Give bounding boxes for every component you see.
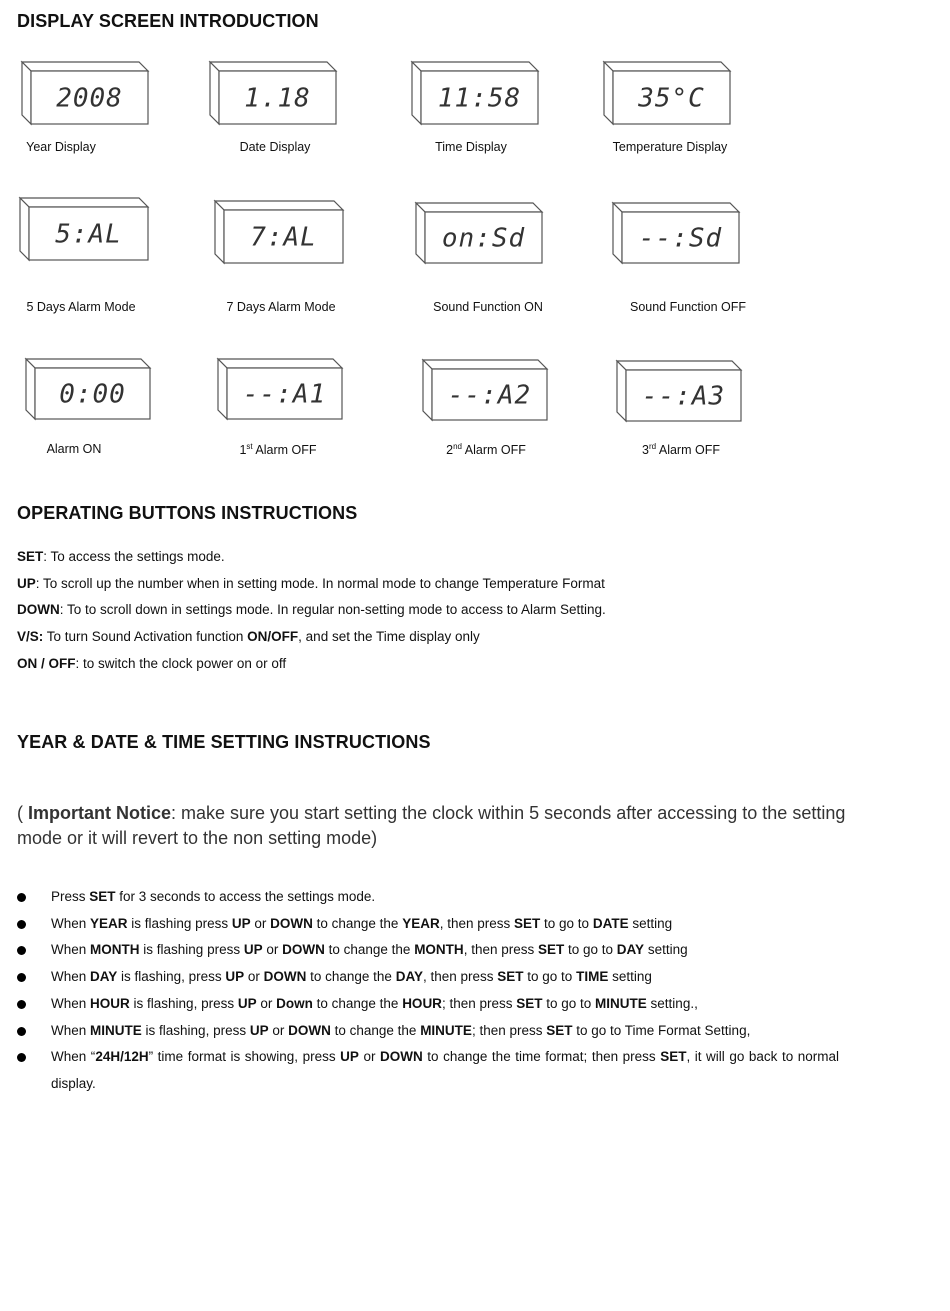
lcd-screen-text: --:A2 — [447, 380, 532, 411]
display-illustration — [208, 58, 378, 126]
button-instruction-onoff: ON / OFF: to switch the clock power on or off — [17, 656, 287, 671]
display-illustration — [611, 199, 781, 265]
display-caption: 5 Days Alarm Mode — [26, 300, 136, 314]
display-illustration — [421, 356, 591, 422]
bullet-icon — [17, 1000, 26, 1009]
buttons-section-heading: OPERATING BUTTONS INSTRUCTIONS — [17, 503, 358, 523]
lcd-screen-text: --:A3 — [641, 381, 726, 412]
clock-icon — [20, 58, 150, 126]
clock-icon — [216, 355, 344, 421]
bullet-icon — [17, 1053, 26, 1062]
lcd-screen-text: 35°C — [638, 83, 705, 114]
display-caption: Sound Function OFF — [629, 300, 747, 314]
button-instruction-down: DOWN: To to scroll down in settings mode. In regular non-setting mode to access to Alarm Setting. — [17, 602, 606, 617]
display-caption: Sound Function ON — [433, 300, 543, 314]
display-illustration — [410, 58, 580, 126]
setting-step: When YEAR is flashing press UP or DOWN to change the YEAR, then press SET to go to DATE setting — [17, 911, 839, 938]
bullet-icon — [17, 973, 26, 982]
button-instruction-vs: V/S: To turn Sound Activation function ON/OFF, and set the Time display only — [17, 629, 480, 644]
clock-icon — [421, 356, 549, 422]
clock-icon — [611, 199, 741, 265]
clock-icon — [414, 199, 544, 265]
lcd-screen-text: 0:00 — [59, 379, 126, 410]
clock-icon — [18, 194, 150, 262]
setting-section-heading: YEAR & DATE & TIME SETTING INSTRUCTIONS — [17, 732, 431, 752]
setting-step: When “24H/12H” time format is showing, press UP or DOWN to change the time format; then press SET, it will go back to normal display. — [17, 1044, 839, 1097]
setting-step: Press SET for 3 seconds to access the settings mode. — [17, 884, 839, 911]
bullet-icon — [17, 920, 26, 929]
lcd-screen-text: on:Sd — [441, 223, 526, 254]
lcd-screen-text: 1.18 — [244, 83, 311, 114]
clock-icon — [208, 58, 338, 126]
lcd-screen-text: --:Sd — [638, 223, 723, 254]
setting-step: When HOUR is flashing, press UP or Down to change the HOUR; then press SET to go to MINUTE setting., — [17, 991, 839, 1018]
lcd-screen-text: 5:AL — [55, 219, 122, 250]
clock-icon — [602, 58, 732, 126]
display-illustration — [216, 355, 386, 421]
setting-step: When MONTH is flashing press UP or DOWN to change the MONTH, then press SET to go to DAY setting — [17, 937, 839, 964]
display-illustration — [414, 199, 584, 265]
lcd-screen-text: 11:58 — [437, 83, 522, 114]
clock-icon — [615, 357, 743, 423]
display-caption: Alarm ON — [46, 442, 102, 456]
display-caption: Year Display — [26, 140, 96, 154]
display-section-heading: DISPLAY SCREEN INTRODUCTION — [17, 11, 319, 31]
bullet-icon — [17, 1027, 26, 1036]
display-caption: 7 Days Alarm Mode — [226, 300, 336, 314]
clock-icon — [24, 355, 152, 421]
display-illustration — [602, 58, 772, 126]
lcd-screen-text: --:A1 — [242, 379, 327, 410]
button-instruction-up: UP: To scroll up the number when in setting mode. In normal mode to change Temperature Format — [17, 576, 605, 591]
display-caption: 3rd Alarm OFF — [642, 442, 720, 458]
lcd-screen-text: 7:AL — [250, 222, 317, 253]
clock-icon — [213, 197, 345, 265]
setting-steps-list — [17, 884, 839, 1098]
display-illustration — [213, 197, 383, 265]
button-instruction-set: SET: To access the settings mode. — [17, 549, 225, 564]
display-caption: Temperature Display — [612, 140, 728, 154]
clock-icon — [410, 58, 540, 126]
setting-step: When MINUTE is flashing, press UP or DOWN to change the MINUTE; then press SET to go to Time Format Setting, — [17, 1018, 839, 1045]
setting-step: When DAY is flashing, press UP or DOWN to change the DAY, then press SET to go to TIME setting — [17, 964, 839, 991]
display-caption: 2nd Alarm OFF — [446, 442, 526, 458]
display-illustration — [18, 194, 188, 262]
display-illustration — [24, 355, 194, 421]
display-caption: Time Display — [435, 140, 507, 154]
display-illustration — [615, 357, 785, 423]
important-notice: ( Important Notice: make sure you start setting the clock within 5 seconds after accessing to the setting mode or it will revert to the non setting mode) — [17, 803, 846, 848]
lcd-screen-text: 2008 — [56, 83, 123, 114]
bullet-icon — [17, 893, 26, 902]
bullet-icon — [17, 946, 26, 955]
display-caption: 1st Alarm OFF — [239, 442, 317, 458]
display-caption: Date Display — [239, 140, 311, 154]
display-illustration — [20, 58, 190, 126]
